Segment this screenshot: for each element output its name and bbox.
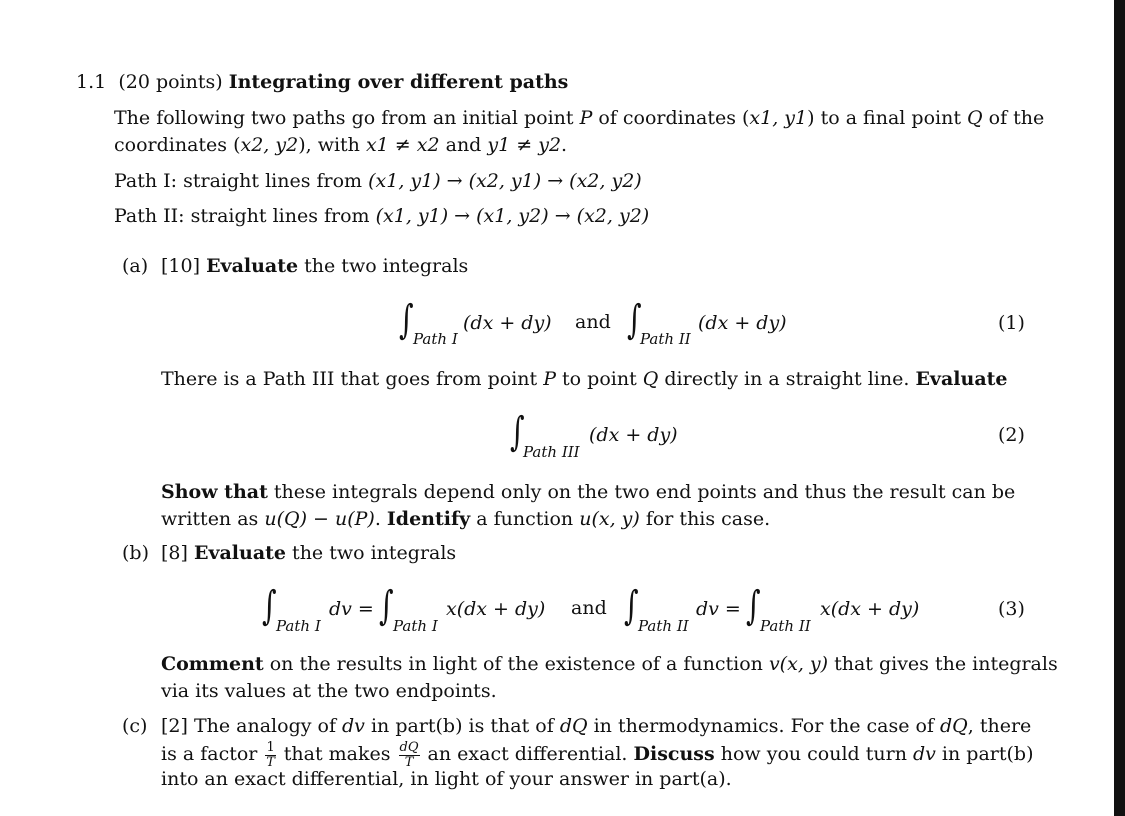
integral-sign: ∫: [624, 583, 639, 629]
eq3-number: (3): [998, 598, 1025, 620]
integral-sign: ∫: [262, 583, 277, 629]
intro-line-2: coordinates (x2, y2), with x1 ≠ x2 and y1 ≠ y2.: [114, 134, 568, 156]
eq1-limit-1: Path I: [413, 330, 458, 348]
eq1-number: (1): [998, 312, 1025, 334]
part-a-prompt: [10] Evaluate the two integrals: [161, 255, 469, 277]
integral-sign: ∫: [510, 409, 525, 455]
eq1-and: and: [575, 311, 611, 333]
path-2-definition: Path II: straight lines from (x1, y1) → (x1, y2) → (x2, y2): [114, 205, 650, 227]
comment-line-1: Comment on the results in light of the existence of a function v(x, y) that gives the integrals: [161, 653, 1058, 675]
eq3-dv-1: dv =: [329, 598, 374, 620]
eq3-limit-1a: Path I: [276, 617, 321, 635]
show-that-line: Show that these integrals depend only on the two end points and thus the result can be: [161, 481, 1016, 503]
eq1-limit-2: Path II: [640, 330, 691, 348]
eq3-integrand-2: x(dx + dy): [820, 598, 920, 620]
eq2-number: (2): [998, 424, 1025, 446]
eq3-limit-2a: Path II: [638, 617, 689, 635]
integral-sign: ∫: [379, 583, 394, 629]
integral-sign: ∫: [746, 583, 761, 629]
path-1-definition: Path I: straight lines from (x1, y1) → (x2, y1) → (x2, y2): [114, 170, 642, 192]
intro-line-1: The following two paths go from an initial point P of coordinates (x1, y1) to a final point Q of the: [114, 107, 1045, 129]
problem-title: Integrating over different paths: [228, 71, 569, 93]
eq1-integrand-1: (dx + dy): [463, 312, 552, 334]
part-c-line-1: [2] The analogy of dv in part(b) is that of dQ in thermodynamics. For the case of dQ, there: [161, 715, 1032, 737]
eq3-limit-1b: Path I: [393, 617, 438, 635]
part-b-prompt: [8] Evaluate the two integrals: [161, 542, 457, 564]
eq3-limit-2b: Path II: [760, 617, 811, 635]
comment-line-2: via its values at the two endpoints.: [161, 680, 497, 702]
right-edge-bar: [1114, 0, 1125, 816]
problem-number: 1.1: [76, 71, 107, 93]
part-c-label: (c): [122, 715, 148, 737]
problem-points: (20 points): [118, 71, 223, 93]
eq2-limit: Path III: [523, 443, 580, 461]
eq3-and: and: [571, 597, 607, 619]
eq2-integrand: (dx + dy): [589, 424, 678, 446]
integral-sign: ∫: [399, 297, 414, 343]
problem-header: [76, 72, 568, 94]
fraction-one-over-T: $\frac{1}{T}$: [266, 740, 275, 770]
part-a-label: (a): [122, 255, 149, 277]
eq3-integrand-1: x(dx + dy): [446, 598, 546, 620]
fraction-dQ-over-T: $\frac{dQ}{T}$: [399, 740, 419, 770]
path-3-description: There is a Path III that goes from point P to point Q directly in a straight line. Evaluate: [161, 368, 1008, 390]
eq1-integrand-2: (dx + dy): [698, 312, 787, 334]
part-c-line-2: is a factor $\frac{1}{T}$ that makes $\frac{dQ}{T}$ an exact differential. Discuss how you could turn dv in part(b): [161, 740, 1034, 770]
part-c-line-3: into an exact differential, in light of your answer in part(a).: [161, 768, 732, 790]
identify-line: written as u(Q) − u(P). Identify a function u(x, y) for this case.: [161, 508, 771, 530]
eq3-dv-2: dv =: [696, 598, 741, 620]
integral-sign: ∫: [627, 297, 642, 343]
part-b-label: (b): [122, 542, 149, 564]
